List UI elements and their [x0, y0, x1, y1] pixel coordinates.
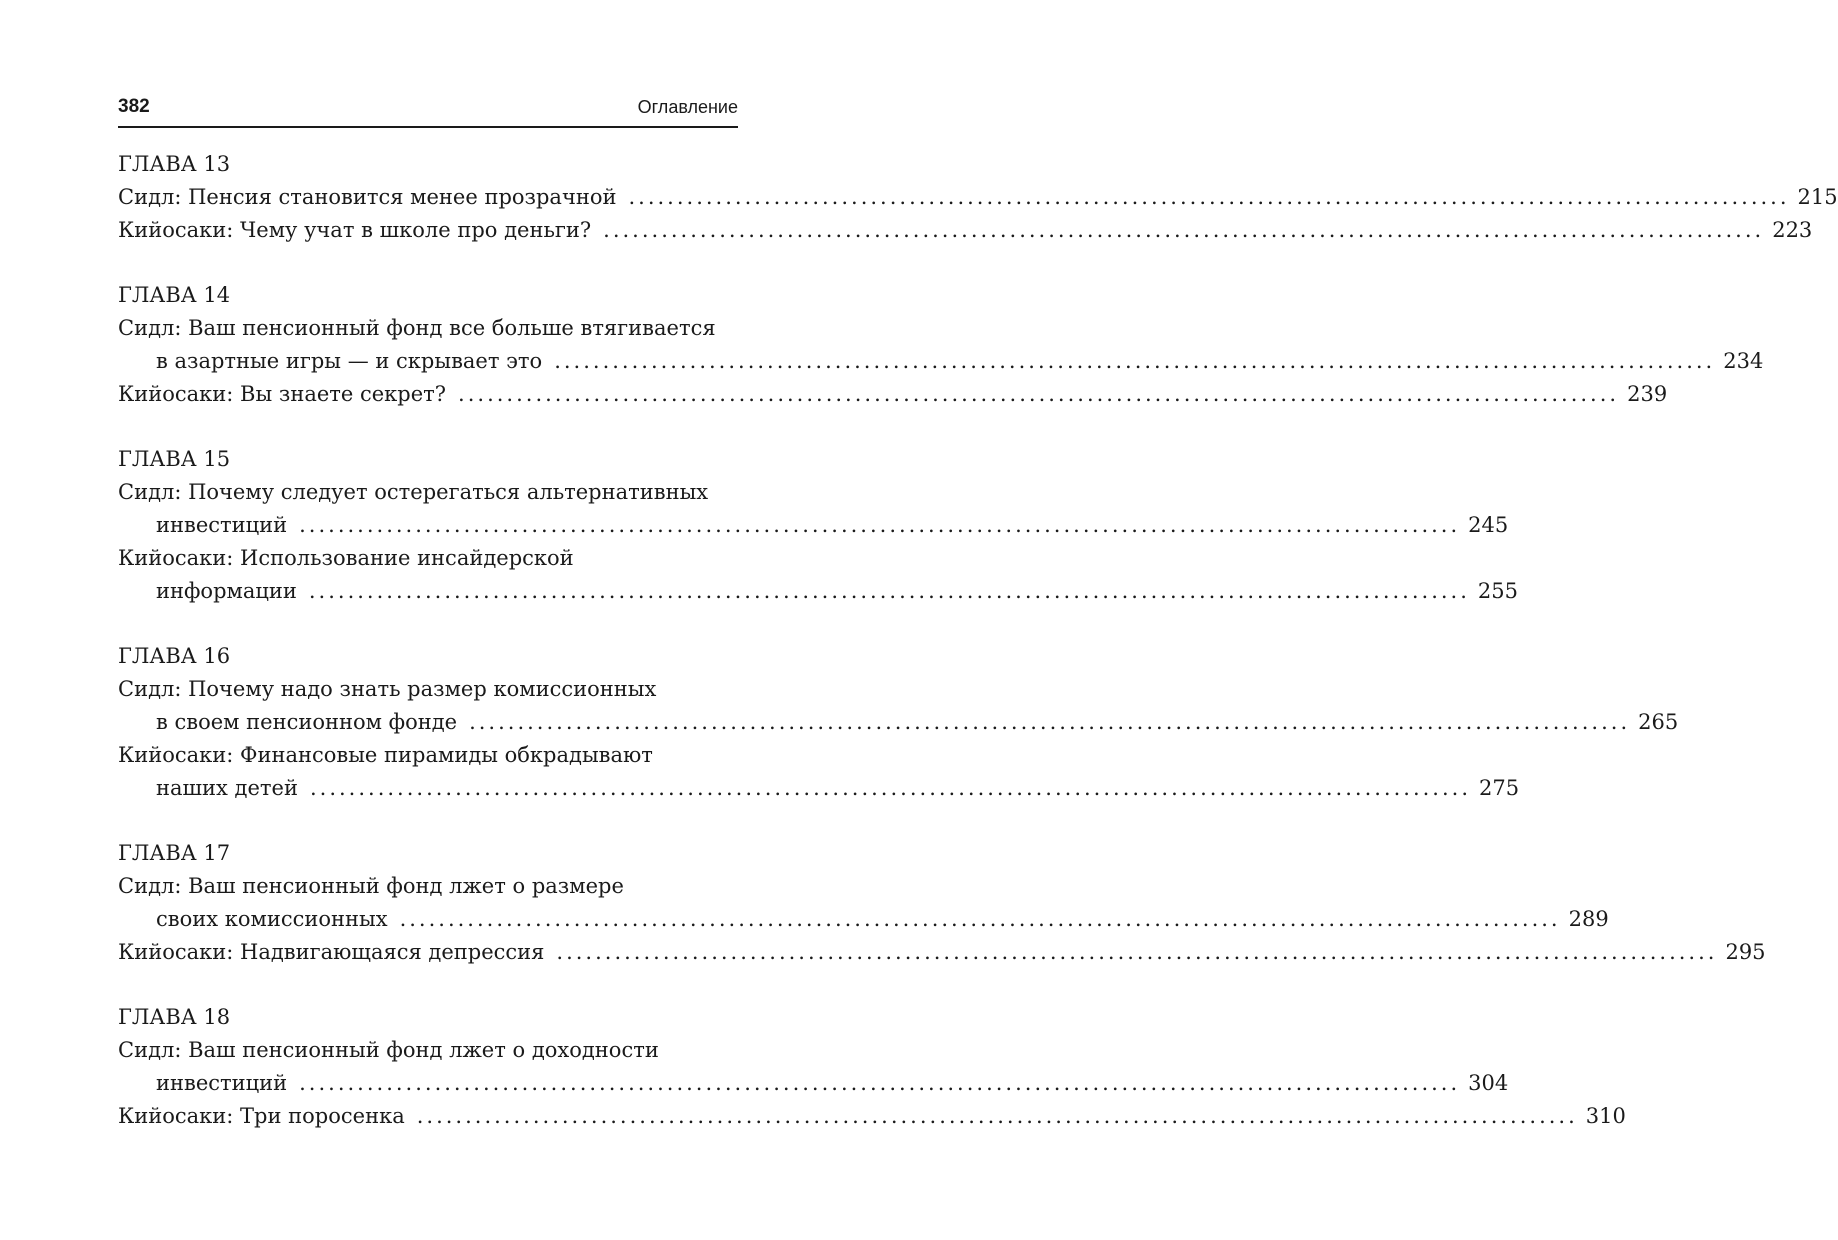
dot-leader: ........................................................................................................................ [554, 349, 1716, 373]
dot-leader: ........................................................................................................................ [416, 1104, 1578, 1128]
dot-leader: ........................................................................................................................ [308, 579, 1470, 603]
toc-chapter [118, 279, 1764, 411]
entry-title-line: Сидл: Ваш пенсионный фонд все больше втягивается [118, 316, 716, 340]
toc-entry [118, 181, 1838, 214]
entry-page-number: 223 [1772, 218, 1813, 242]
entry-page-number: 275 [1479, 776, 1520, 800]
entry-title-line: Кийосаки: Финансовые пирамиды обкрадывают [118, 743, 653, 767]
entry-title-line: Кийосаки: Использование инсайдерской [118, 546, 574, 570]
toc-entry [118, 345, 1764, 378]
dot-leader: ........................................................................................................................ [628, 185, 1790, 209]
toc-entry [118, 772, 1520, 805]
dot-leader: ........................................................................................................................ [399, 907, 1561, 931]
entry-title-line: Сидл: Почему следует остерегаться альтернативных [118, 480, 709, 504]
entry-page-number: 265 [1638, 710, 1679, 734]
dot-leader: ........................................................................................................................ [556, 940, 1718, 964]
toc-chapter [118, 148, 1838, 247]
entry-title: Кийосаки: Чему учат в школе про деньги? [118, 218, 592, 242]
entry-page-number: 239 [1627, 382, 1668, 406]
toc-entry [118, 1100, 1626, 1133]
toc-entry [118, 214, 1813, 247]
toc-entry [118, 936, 1766, 969]
entry-page-number: 215 [1797, 185, 1838, 209]
entry-title: Кийосаки: Три поросенка [118, 1104, 405, 1128]
entry-page-number: 255 [1477, 579, 1519, 603]
chapter-title: ГЛАВА 15 [118, 447, 231, 471]
chapter-title: ГЛАВА 13 [118, 152, 231, 176]
dot-leader: ........................................................................................................................ [603, 218, 1765, 242]
chapter-title: ГЛАВА 16 [118, 644, 231, 668]
dot-leader: ........................................................................................................................ [469, 710, 1631, 734]
dot-leader: ........................................................................................................................ [309, 776, 1472, 800]
entry-title: информации [156, 579, 297, 603]
chapter-title: ГЛАВА 14 [118, 283, 231, 307]
toc-entry [118, 509, 1509, 542]
toc-chapter [118, 443, 1519, 608]
toc-entry [118, 706, 1679, 739]
entry-title: наших детей [156, 776, 298, 800]
toc-chapter [118, 640, 1679, 805]
dot-leader: ........................................................................................................................ [458, 382, 1620, 406]
running-title: Оглавление [637, 97, 738, 117]
table-of-contents [118, 148, 1838, 1165]
entry-title: своих комиссионных [156, 907, 388, 931]
entry-title: в азартные игры — и скрывает это [156, 349, 543, 373]
toc-entry [118, 1067, 1509, 1100]
entry-page-number: 245 [1468, 513, 1509, 537]
entry-title: инвестиций [156, 513, 288, 537]
toc-chapter [118, 1001, 1626, 1133]
chapter-title: ГЛАВА 18 [118, 1005, 231, 1029]
toc-entry [118, 903, 1609, 936]
entry-page-number: 289 [1568, 907, 1609, 931]
entry-page-number: 295 [1725, 940, 1766, 964]
entry-title: Сидл: Пенсия становится менее прозрачной [118, 185, 617, 209]
entry-title: Кийосаки: Надвигающаяся депрессия [118, 940, 545, 964]
entry-title-line: Сидл: Ваш пенсионный фонд лжет о доходности [118, 1038, 659, 1062]
entry-title-line: Сидл: Почему надо знать размер комиссионных [118, 677, 657, 701]
entry-title: инвестиций [156, 1071, 288, 1095]
toc-entry [118, 378, 1668, 411]
page-header [118, 94, 738, 128]
entry-page-number: 234 [1723, 349, 1764, 373]
dot-leader: ........................................................................................................................ [299, 513, 1461, 537]
entry-page-number: 304 [1468, 1071, 1509, 1095]
entry-page-number: 310 [1585, 1104, 1626, 1128]
toc-chapter [118, 837, 1766, 969]
entry-title-line: Сидл: Ваш пенсионный фонд лжет о размере [118, 874, 624, 898]
chapter-title: ГЛАВА 17 [118, 841, 231, 865]
entry-title: в своем пенсионном фонде [156, 710, 458, 734]
page-number: 382 [118, 96, 150, 117]
toc-entry [118, 575, 1519, 608]
dot-leader: ........................................................................................................................ [299, 1071, 1461, 1095]
entry-title: Кийосаки: Вы знаете секрет? [118, 382, 447, 406]
